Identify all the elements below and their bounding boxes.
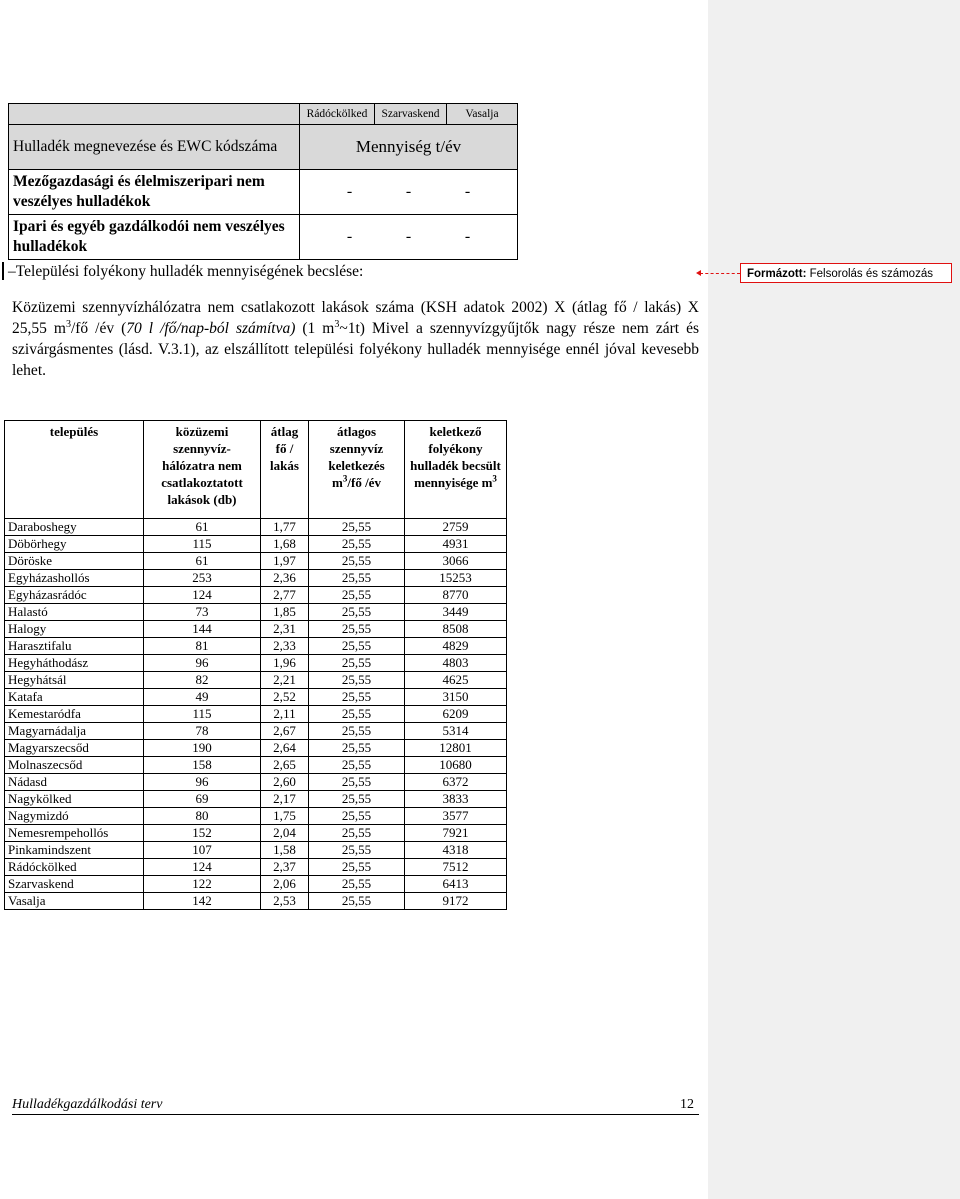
value-cell: 25,55 bbox=[309, 740, 405, 757]
value-cell: 9172 bbox=[405, 893, 507, 910]
waste-row-label: Ipari és egyéb gazdálkodói nem veszélyes hulladékok bbox=[9, 215, 300, 260]
value-cell: 25,55 bbox=[309, 859, 405, 876]
settlement-name-cell: Magyarnádalja bbox=[5, 723, 144, 740]
value-cell: 69 bbox=[144, 791, 261, 808]
comment-text: Felsorolás és számozás bbox=[809, 268, 933, 280]
value-cell: 4803 bbox=[405, 655, 507, 672]
table-row bbox=[5, 842, 507, 859]
value-cell: 1,97 bbox=[261, 553, 309, 570]
value-cell: 115 bbox=[144, 536, 261, 553]
value-cell: 82 bbox=[144, 672, 261, 689]
value-cell: 25,55 bbox=[309, 604, 405, 621]
settlement-name-cell: Magyarszecsőd bbox=[5, 740, 144, 757]
table-row bbox=[5, 706, 507, 723]
value-cell: 25,55 bbox=[309, 689, 405, 706]
settlement-name-cell: Nemesrempehollós bbox=[5, 825, 144, 842]
body-paragraph bbox=[12, 297, 699, 381]
waste-row-values bbox=[300, 170, 518, 215]
value-cell: 10680 bbox=[405, 757, 507, 774]
change-bar bbox=[2, 262, 4, 280]
settlement-name-cell: Vasalja bbox=[5, 893, 144, 910]
value-cell: 5314 bbox=[405, 723, 507, 740]
table-row bbox=[5, 672, 507, 689]
comment-connector bbox=[700, 273, 740, 274]
value-cell: 2759 bbox=[405, 519, 507, 536]
unit-header: Mennyiség t/év bbox=[300, 125, 518, 170]
table-row bbox=[5, 621, 507, 638]
table-row bbox=[5, 893, 507, 910]
settlement-name-cell: Döbörhegy bbox=[5, 536, 144, 553]
settlement-name-cell: Katafa bbox=[5, 689, 144, 706]
table-row bbox=[5, 808, 507, 825]
value-cell: 2,33 bbox=[261, 638, 309, 655]
table-body bbox=[5, 519, 507, 910]
value-cell: 124 bbox=[144, 587, 261, 604]
value-cell: 2,53 bbox=[261, 893, 309, 910]
settlement-name-cell: Hegyháthodász bbox=[5, 655, 144, 672]
comment-margin-pane bbox=[708, 0, 960, 1199]
table-row bbox=[5, 655, 507, 672]
value-cell: 3066 bbox=[405, 553, 507, 570]
table-row bbox=[5, 587, 507, 604]
value-cell: 25,55 bbox=[309, 808, 405, 825]
superscript: 3 bbox=[492, 473, 497, 484]
footer-title: Hulladékgazdálkodási terv bbox=[12, 1097, 163, 1112]
table-row bbox=[5, 689, 507, 706]
value-cell: 25,55 bbox=[309, 519, 405, 536]
value-cell: 2,65 bbox=[261, 757, 309, 774]
para-text: /fő /év ( bbox=[70, 320, 127, 337]
value-cell: 2,60 bbox=[261, 774, 309, 791]
value-cell: - bbox=[405, 228, 412, 245]
table-row bbox=[5, 757, 507, 774]
value-cell: 25,55 bbox=[309, 723, 405, 740]
superscript: 3 bbox=[342, 473, 348, 484]
value-cell: 2,17 bbox=[261, 791, 309, 808]
value-cell: - bbox=[346, 183, 353, 200]
value-cell: 25,55 bbox=[309, 655, 405, 672]
value-cell: 78 bbox=[144, 723, 261, 740]
settlement-name-cell: Pinkamindszent bbox=[5, 842, 144, 859]
location-header: Vasalja bbox=[447, 104, 518, 125]
empty-corner-cell bbox=[9, 104, 300, 125]
value-cell: 61 bbox=[144, 553, 261, 570]
settlement-name-cell: Döröske bbox=[5, 553, 144, 570]
value-cell: 107 bbox=[144, 842, 261, 859]
value-cell: - bbox=[346, 228, 353, 245]
value-cell: 6209 bbox=[405, 706, 507, 723]
page-number: 12 bbox=[680, 1097, 694, 1112]
settlement-name-cell: Hegyhátsál bbox=[5, 672, 144, 689]
value-cell: 124 bbox=[144, 859, 261, 876]
value-cell: 25,55 bbox=[309, 621, 405, 638]
col-header bbox=[309, 421, 405, 519]
value-cell: 15253 bbox=[405, 570, 507, 587]
value-cell: 12801 bbox=[405, 740, 507, 757]
table-row bbox=[5, 825, 507, 842]
value-cell: 1,77 bbox=[261, 519, 309, 536]
col-header: közüzemi szennyvíz-hálózatra nem csatlakoztatott lakások (db) bbox=[144, 421, 261, 519]
col-header: átlag fő / lakás bbox=[261, 421, 309, 519]
value-cell: 1,96 bbox=[261, 655, 309, 672]
value-cell: 7921 bbox=[405, 825, 507, 842]
value-cell: 8508 bbox=[405, 621, 507, 638]
settlement-name-cell: Egyházashollós bbox=[5, 570, 144, 587]
waste-quantity-table bbox=[8, 103, 518, 260]
value-cell: 158 bbox=[144, 757, 261, 774]
value-cell: 2,11 bbox=[261, 706, 309, 723]
table-row bbox=[5, 553, 507, 570]
superscript: 3 bbox=[65, 318, 71, 330]
value-cell: 25,55 bbox=[309, 553, 405, 570]
table-row bbox=[5, 859, 507, 876]
para-italic: 70 l /fő/nap-ból számítva) bbox=[126, 320, 296, 337]
settlement-name-cell: Halogy bbox=[5, 621, 144, 638]
comment-label: Formázott: bbox=[747, 268, 807, 280]
value-cell: - bbox=[405, 183, 412, 200]
value-cell: 25,55 bbox=[309, 757, 405, 774]
value-cell: 142 bbox=[144, 893, 261, 910]
footer-rule bbox=[12, 1114, 699, 1115]
table-row bbox=[5, 791, 507, 808]
value-cell: 4829 bbox=[405, 638, 507, 655]
value-cell: 81 bbox=[144, 638, 261, 655]
settlement-name-cell: Daraboshegy bbox=[5, 519, 144, 536]
value-cell: 8770 bbox=[405, 587, 507, 604]
value-cell: 6413 bbox=[405, 876, 507, 893]
settlement-name-cell: Halastó bbox=[5, 604, 144, 621]
value-cell: 25,55 bbox=[309, 638, 405, 655]
settlement-name-cell: Nagymizdó bbox=[5, 808, 144, 825]
value-cell: 25,55 bbox=[309, 842, 405, 859]
para-text: ~1t) Mivel a szennyvízgyűjtők nagy része nem zárt és szivárgásmentes (lásd. V.3.1), az elszállított települési folyékony hulladék mennyisége ennél jóval kevesebb lehet. bbox=[12, 320, 700, 379]
value-cell: 25,55 bbox=[309, 893, 405, 910]
waste-row-label: Mezőgazdasági és élelmiszeripari nem veszélyes hulladékok bbox=[9, 170, 300, 215]
value-cell: 190 bbox=[144, 740, 261, 757]
waste-name-header: Hulladék megnevezése és EWC kódszáma bbox=[9, 125, 300, 170]
value-cell: 25,55 bbox=[309, 876, 405, 893]
value-cell: 2,77 bbox=[261, 587, 309, 604]
value-cell: 253 bbox=[144, 570, 261, 587]
value-cell: 25,55 bbox=[309, 825, 405, 842]
value-cell: 122 bbox=[144, 876, 261, 893]
value-cell: 3833 bbox=[405, 791, 507, 808]
value-cell: 2,67 bbox=[261, 723, 309, 740]
table-row bbox=[5, 570, 507, 587]
value-cell: 80 bbox=[144, 808, 261, 825]
settlement-name-cell: Egyházasrádóc bbox=[5, 587, 144, 604]
header-text: átlagos szennyvíz keletkezés m bbox=[328, 424, 385, 490]
value-cell: 2,04 bbox=[261, 825, 309, 842]
value-cell: 2,31 bbox=[261, 621, 309, 638]
value-cell: - bbox=[464, 228, 471, 245]
table-row bbox=[5, 638, 507, 655]
value-cell: 2,06 bbox=[261, 876, 309, 893]
value-cell: 4318 bbox=[405, 842, 507, 859]
value-cell: 4625 bbox=[405, 672, 507, 689]
value-cell: 1,58 bbox=[261, 842, 309, 859]
value-cell: 115 bbox=[144, 706, 261, 723]
settlement-name-cell: Molnaszecsőd bbox=[5, 757, 144, 774]
value-cell: 1,85 bbox=[261, 604, 309, 621]
value-cell: 25,55 bbox=[309, 706, 405, 723]
settlement-name-cell: Rádóckölked bbox=[5, 859, 144, 876]
para-text: (1 m bbox=[295, 320, 335, 337]
value-cell: 25,55 bbox=[309, 672, 405, 689]
value-cell: 2,64 bbox=[261, 740, 309, 757]
value-cell: 3577 bbox=[405, 808, 507, 825]
value-cell: - bbox=[464, 183, 471, 200]
value-cell: 49 bbox=[144, 689, 261, 706]
para-text: Közüzemi szennyvízhálózatra nem csatlakozott lakások száma (KSH adatok 2002) X (átlag fő / lakás) X 25,55 m bbox=[12, 299, 699, 337]
value-cell: 152 bbox=[144, 825, 261, 842]
table-row bbox=[5, 604, 507, 621]
header-text: /fő /év bbox=[347, 475, 381, 490]
value-cell: 144 bbox=[144, 621, 261, 638]
location-header: Szarvaskend bbox=[375, 104, 447, 125]
value-cell: 25,55 bbox=[309, 536, 405, 553]
location-header: Rádóckölked bbox=[300, 104, 375, 125]
value-cell: 2,37 bbox=[261, 859, 309, 876]
table-row bbox=[5, 723, 507, 740]
settlement-name-cell: Kemestaródfa bbox=[5, 706, 144, 723]
settlement-table bbox=[4, 420, 507, 910]
col-header: település bbox=[5, 421, 144, 519]
value-cell: 7512 bbox=[405, 859, 507, 876]
table-row bbox=[5, 740, 507, 757]
waste-row-values bbox=[300, 215, 518, 260]
value-cell: 1,68 bbox=[261, 536, 309, 553]
value-cell: 2,52 bbox=[261, 689, 309, 706]
settlement-name-cell: Harasztifalu bbox=[5, 638, 144, 655]
settlement-name-cell: Szarvaskend bbox=[5, 876, 144, 893]
value-cell: 6372 bbox=[405, 774, 507, 791]
section-title-text: Települési folyékony hulladék mennyiségének becslése: bbox=[15, 263, 364, 280]
value-cell: 3449 bbox=[405, 604, 507, 621]
value-cell: 2,21 bbox=[261, 672, 309, 689]
value-cell: 25,55 bbox=[309, 774, 405, 791]
value-cell: 2,36 bbox=[261, 570, 309, 587]
value-cell: 25,55 bbox=[309, 587, 405, 604]
section-title: –Települési folyékony hulladék mennyiségének becslése: bbox=[8, 263, 364, 280]
value-cell: 4931 bbox=[405, 536, 507, 553]
header-text: keletkező folyékony hulladék becsült mennyisége m bbox=[410, 424, 501, 490]
value-cell: 96 bbox=[144, 774, 261, 791]
format-comment-balloon[interactable] bbox=[740, 263, 952, 283]
value-cell: 73 bbox=[144, 604, 261, 621]
value-cell: 25,55 bbox=[309, 570, 405, 587]
value-cell: 61 bbox=[144, 519, 261, 536]
settlement-name-cell: Nagykölked bbox=[5, 791, 144, 808]
value-cell: 25,55 bbox=[309, 791, 405, 808]
superscript: 3 bbox=[334, 318, 340, 330]
settlement-name-cell: Nádasd bbox=[5, 774, 144, 791]
value-cell: 96 bbox=[144, 655, 261, 672]
value-cell: 1,75 bbox=[261, 808, 309, 825]
table-row bbox=[5, 519, 507, 536]
value-cell: 3150 bbox=[405, 689, 507, 706]
table-row bbox=[5, 774, 507, 791]
col-header bbox=[405, 421, 507, 519]
table-row bbox=[5, 876, 507, 893]
table-row bbox=[5, 536, 507, 553]
